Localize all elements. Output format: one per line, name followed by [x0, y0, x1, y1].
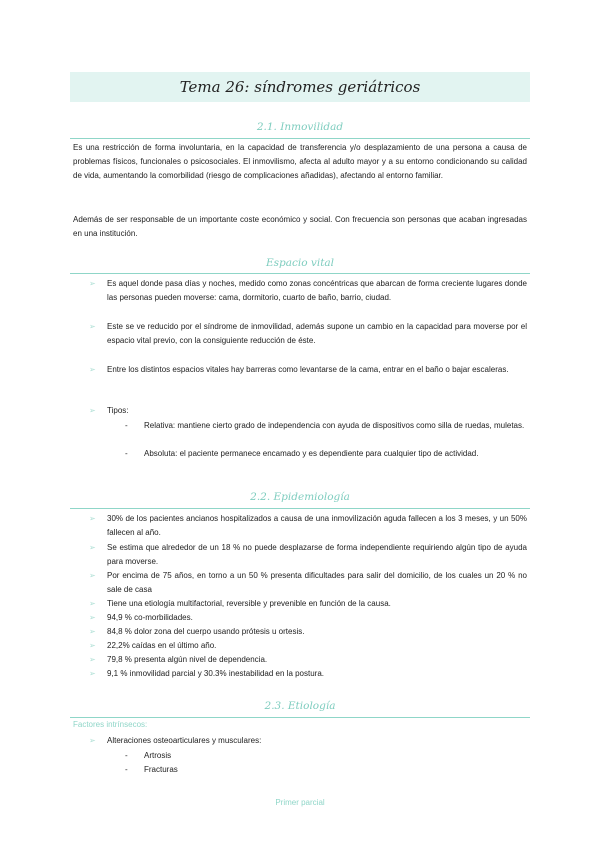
- list-item: ➢ 79,8 % presenta algún nivel de dependencia.: [89, 653, 527, 667]
- arrow-bullet-icon: ➢: [89, 406, 96, 415]
- section-heading-etiologia: 2.3. Etiología: [264, 700, 336, 712]
- arrow-bullet-icon: ➢: [89, 641, 96, 650]
- page-footer: Primer parcial: [275, 798, 325, 807]
- dash-bullet: -: [125, 751, 128, 760]
- section-heading-espacio-vital: Espacio vital: [265, 257, 335, 269]
- section-rule: [70, 508, 530, 509]
- arrow-bullet-icon: ➢: [89, 736, 96, 745]
- section-rule: [70, 138, 530, 139]
- section-rule: [70, 273, 530, 274]
- section-heading-epidemiologia: 2.2. Epidemiología: [250, 491, 350, 503]
- section-rule: [70, 717, 530, 718]
- list-item: ➢ 94,9 % co-morbilidades.: [89, 611, 527, 625]
- list-item: ➢ 30% de los pacientes ancianos hospitalizados a causa de una inmovilización aguda fallecen a los 3 meses, y un 50% fallecen al año.: [89, 514, 527, 537]
- arrow-bullet-icon: ➢: [89, 613, 96, 622]
- arrow-bullet-icon: ➢: [89, 571, 96, 580]
- list-item: ➢ Por encima de 75 años, en torno a un 50 % presenta dificultades para salir del domicilio, de los cuales un 20 % no sale de casa: [89, 571, 527, 594]
- dash-bullet: -: [125, 449, 128, 458]
- section-heading-inmovilidad: 2.1. Inmovilidad: [256, 121, 344, 133]
- list-item: ➢ Tiene una etiología multifactorial, reversible y prevenible en función de la causa.: [89, 597, 527, 611]
- list-item: ➢ 84,8 % dolor zona del cuerpo usando prótesis u ortesis.: [89, 625, 527, 639]
- sub-list-item: - Fracturas: [125, 763, 527, 777]
- title-band: [70, 72, 530, 102]
- paragraph-cost: Además de ser responsable de un importante coste económico y social. Con frecuencia son personas que acaban ingresadas en una institución.: [73, 215, 527, 238]
- list-item: ➢ Entre los distintos espacios vitales hay barreras como levantarse de la cama, entrar en el baño o bajar escaleras.: [89, 363, 527, 377]
- factors-label: Factores intrínsecos:: [73, 720, 148, 729]
- list-item: ➢ Tipos:: [89, 404, 527, 418]
- paragraph-definition: Es una restricción de forma involuntaria, en la capacidad de transferencia y/o desplazamiento de una persona a causa de problemas físicos, funcionales o psicosociales. El inmovilismo, afecta al adulto mayor y a su entorno condicionando su calidad de vida, aumentando la comorbilidad (riesgo de complicaciones añadidas), afectando al entorno familiar.: [73, 143, 527, 180]
- arrow-bullet-icon: ➢: [89, 514, 96, 523]
- arrow-bullet-icon: ➢: [89, 279, 96, 288]
- arrow-bullet-icon: ➢: [89, 599, 96, 608]
- arrow-bullet-icon: ➢: [89, 627, 96, 636]
- dash-bullet: -: [125, 765, 128, 774]
- sub-list-item: - Relativa: mantiene cierto grado de independencia con ayuda de dispositivos como silla de ruedas, muletas.: [125, 419, 527, 433]
- list-item: ➢ Este se ve reducido por el síndrome de inmovilidad, además supone un cambio en la capacidad para moverse por el espacio vital previo, con la consiguiente reducción de éste.: [89, 322, 527, 345]
- dash-bullet: -: [125, 421, 128, 430]
- arrow-bullet-icon: ➢: [89, 655, 96, 664]
- sub-list-item: - Absoluta: el paciente permanece encamado y es dependiente para cualquier tipo de actividad.: [125, 447, 527, 461]
- arrow-bullet-icon: ➢: [89, 365, 96, 374]
- list-item: ➢ 22,2% caídas en el último año.: [89, 639, 527, 653]
- list-item: ➢ Se estima que alrededor de un 18 % no puede desplazarse de forma independiente requiriendo algún tipo de ayuda para moverse.: [89, 543, 527, 566]
- list-item: ➢ 9,1 % inmovilidad parcial y 30.3% inestabilidad en la postura.: [89, 667, 527, 681]
- page-title: Tema 26: síndromes geriátricos: [179, 78, 421, 96]
- arrow-bullet-icon: ➢: [89, 669, 96, 678]
- sub-list-item: - Artrosis: [125, 749, 527, 763]
- list-item: ➢ Es aquel donde pasa días y noches, medido como zonas concéntricas que abarcan de forma creciente lugares donde las personas pueden moverse: cama, dormitorio, cuarto de baño, barrio, ciudad.: [89, 279, 527, 302]
- arrow-bullet-icon: ➢: [89, 543, 96, 552]
- list-item: ➢ Alteraciones osteoarticulares y musculares:: [89, 734, 527, 748]
- arrow-bullet-icon: ➢: [89, 322, 96, 331]
